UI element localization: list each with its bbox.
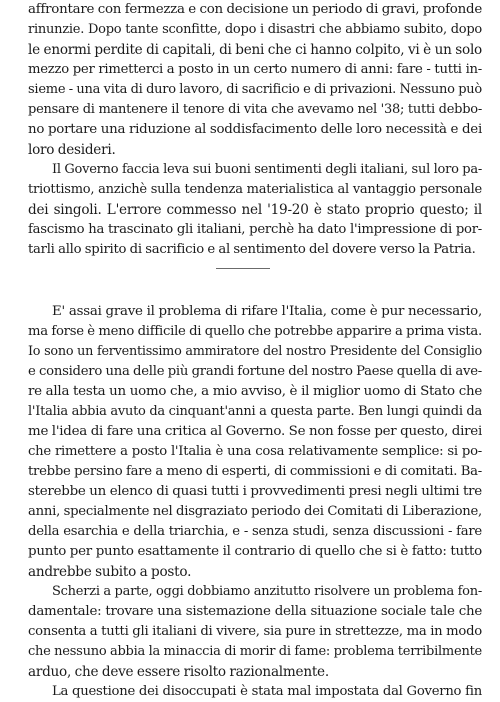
text-line: arduo, che deve essere risolto razionalmente. bbox=[28, 664, 329, 680]
text-line: E' assai grave il problema di rifare l'Italia, come è pur necessario, bbox=[52, 304, 482, 319]
text-line: no portare una riduzione al soddisfacimento delle loro necessità e dei bbox=[28, 122, 482, 137]
text-line: consenta a tutti gli italiani di vivere, sia pure in strettezze, ma in modo bbox=[28, 624, 482, 639]
text-line: rinunzie. Dopo tante sconfitte, dopo i disastri che abbiamo subito, dopo bbox=[28, 22, 482, 37]
text-line: trebbe persino fare a meno di esperti, di commissioni e di comitati. Ba- bbox=[28, 464, 482, 479]
text-section-2 bbox=[28, 302, 482, 702]
text-line: mezzo per rimetterci a posto in un certo numero di anni: fare - tutti in- bbox=[28, 62, 482, 77]
text-line: andrebbe subito a posto. bbox=[28, 564, 192, 580]
text-line: loro desideri. bbox=[28, 142, 116, 158]
text-line: e considero una delle più grandi fortune del nostro Paese quella di ave- bbox=[28, 364, 482, 379]
text-line: della esarchia e della triarchia, e - senza studi, senza discussioni - fare bbox=[28, 524, 482, 539]
text-line: triottismo, anzichè sulla tendenza materialistica al vantaggio personale bbox=[28, 182, 482, 197]
text-line: le enormi perdite di capitali, di beni che ci hanno colpito, vi è un solo bbox=[28, 42, 482, 58]
text-line: anni, specialmente nel disgraziato periodo dei Comitati di Liberazione, bbox=[28, 504, 482, 519]
text-line: Il Governo faccia leva sui buoni sentimenti degli italiani, sul loro pa- bbox=[52, 162, 482, 177]
text-line: sieme - una vita di duro lavoro, di sacrificio e di privazioni. Nessuno può bbox=[28, 82, 482, 97]
text-line: fascismo ha trascinato gli italiani, perchè ha dato l'impressione di por- bbox=[28, 222, 482, 237]
text-line: che nessuno abbia la minaccia di morir di fame: problema terribilmente bbox=[28, 644, 482, 659]
text-line: damentale: trovare una sistemazione della situazione sociale tale che bbox=[28, 604, 482, 619]
text-line: ma forse è meno difficile di quello che potrebbe apparire a prima vista. bbox=[28, 324, 482, 339]
text-section-1 bbox=[28, 0, 482, 260]
text-line: affrontare con fermezza e con decisione un periodo di gravi, profonde bbox=[28, 2, 482, 17]
text-line: punto per punto esattamente il contrario di quello che si è fatto: tutto bbox=[28, 544, 482, 559]
text-line: Io sono un ferventissimo ammiratore del nostro Presidente del Consiglio bbox=[28, 344, 482, 359]
section-divider bbox=[216, 268, 270, 269]
text-line: re alla testa un uomo che, a mio avviso, è il miglior uomo di Stato che bbox=[28, 384, 482, 399]
text-line: che rimettere a posto l'Italia è una cosa relativamente semplice: si po- bbox=[28, 444, 482, 459]
text-line: tarli allo spirito di sacrificio e al sentimento del dovere verso la Patria. bbox=[28, 242, 476, 257]
text-line: La questione dei disoccupati è stata mal impostata dal Governo fin bbox=[52, 684, 482, 699]
text-line: dei singoli. L'errore commesso nel '19-20 è stato proprio questo; il bbox=[28, 202, 482, 218]
text-line: Scherzi a parte, oggi dobbiamo anzitutto risolvere un problema fon- bbox=[52, 584, 482, 599]
text-line: pensare di mantenere il tenore di vita che avevamo nel '38; tutti debbo- bbox=[28, 102, 482, 117]
text-line: l'Italia abbia avuto da cinquant'anni a questa parte. Ben lungi quindi da bbox=[28, 404, 482, 419]
text-line: me l'idea di fare una critica al Governo. Se non fosse per questo, direi bbox=[28, 424, 482, 439]
text-line: sterebbe un elenco di quasi tutti i provvedimenti presi negli ultimi tre bbox=[28, 484, 482, 499]
